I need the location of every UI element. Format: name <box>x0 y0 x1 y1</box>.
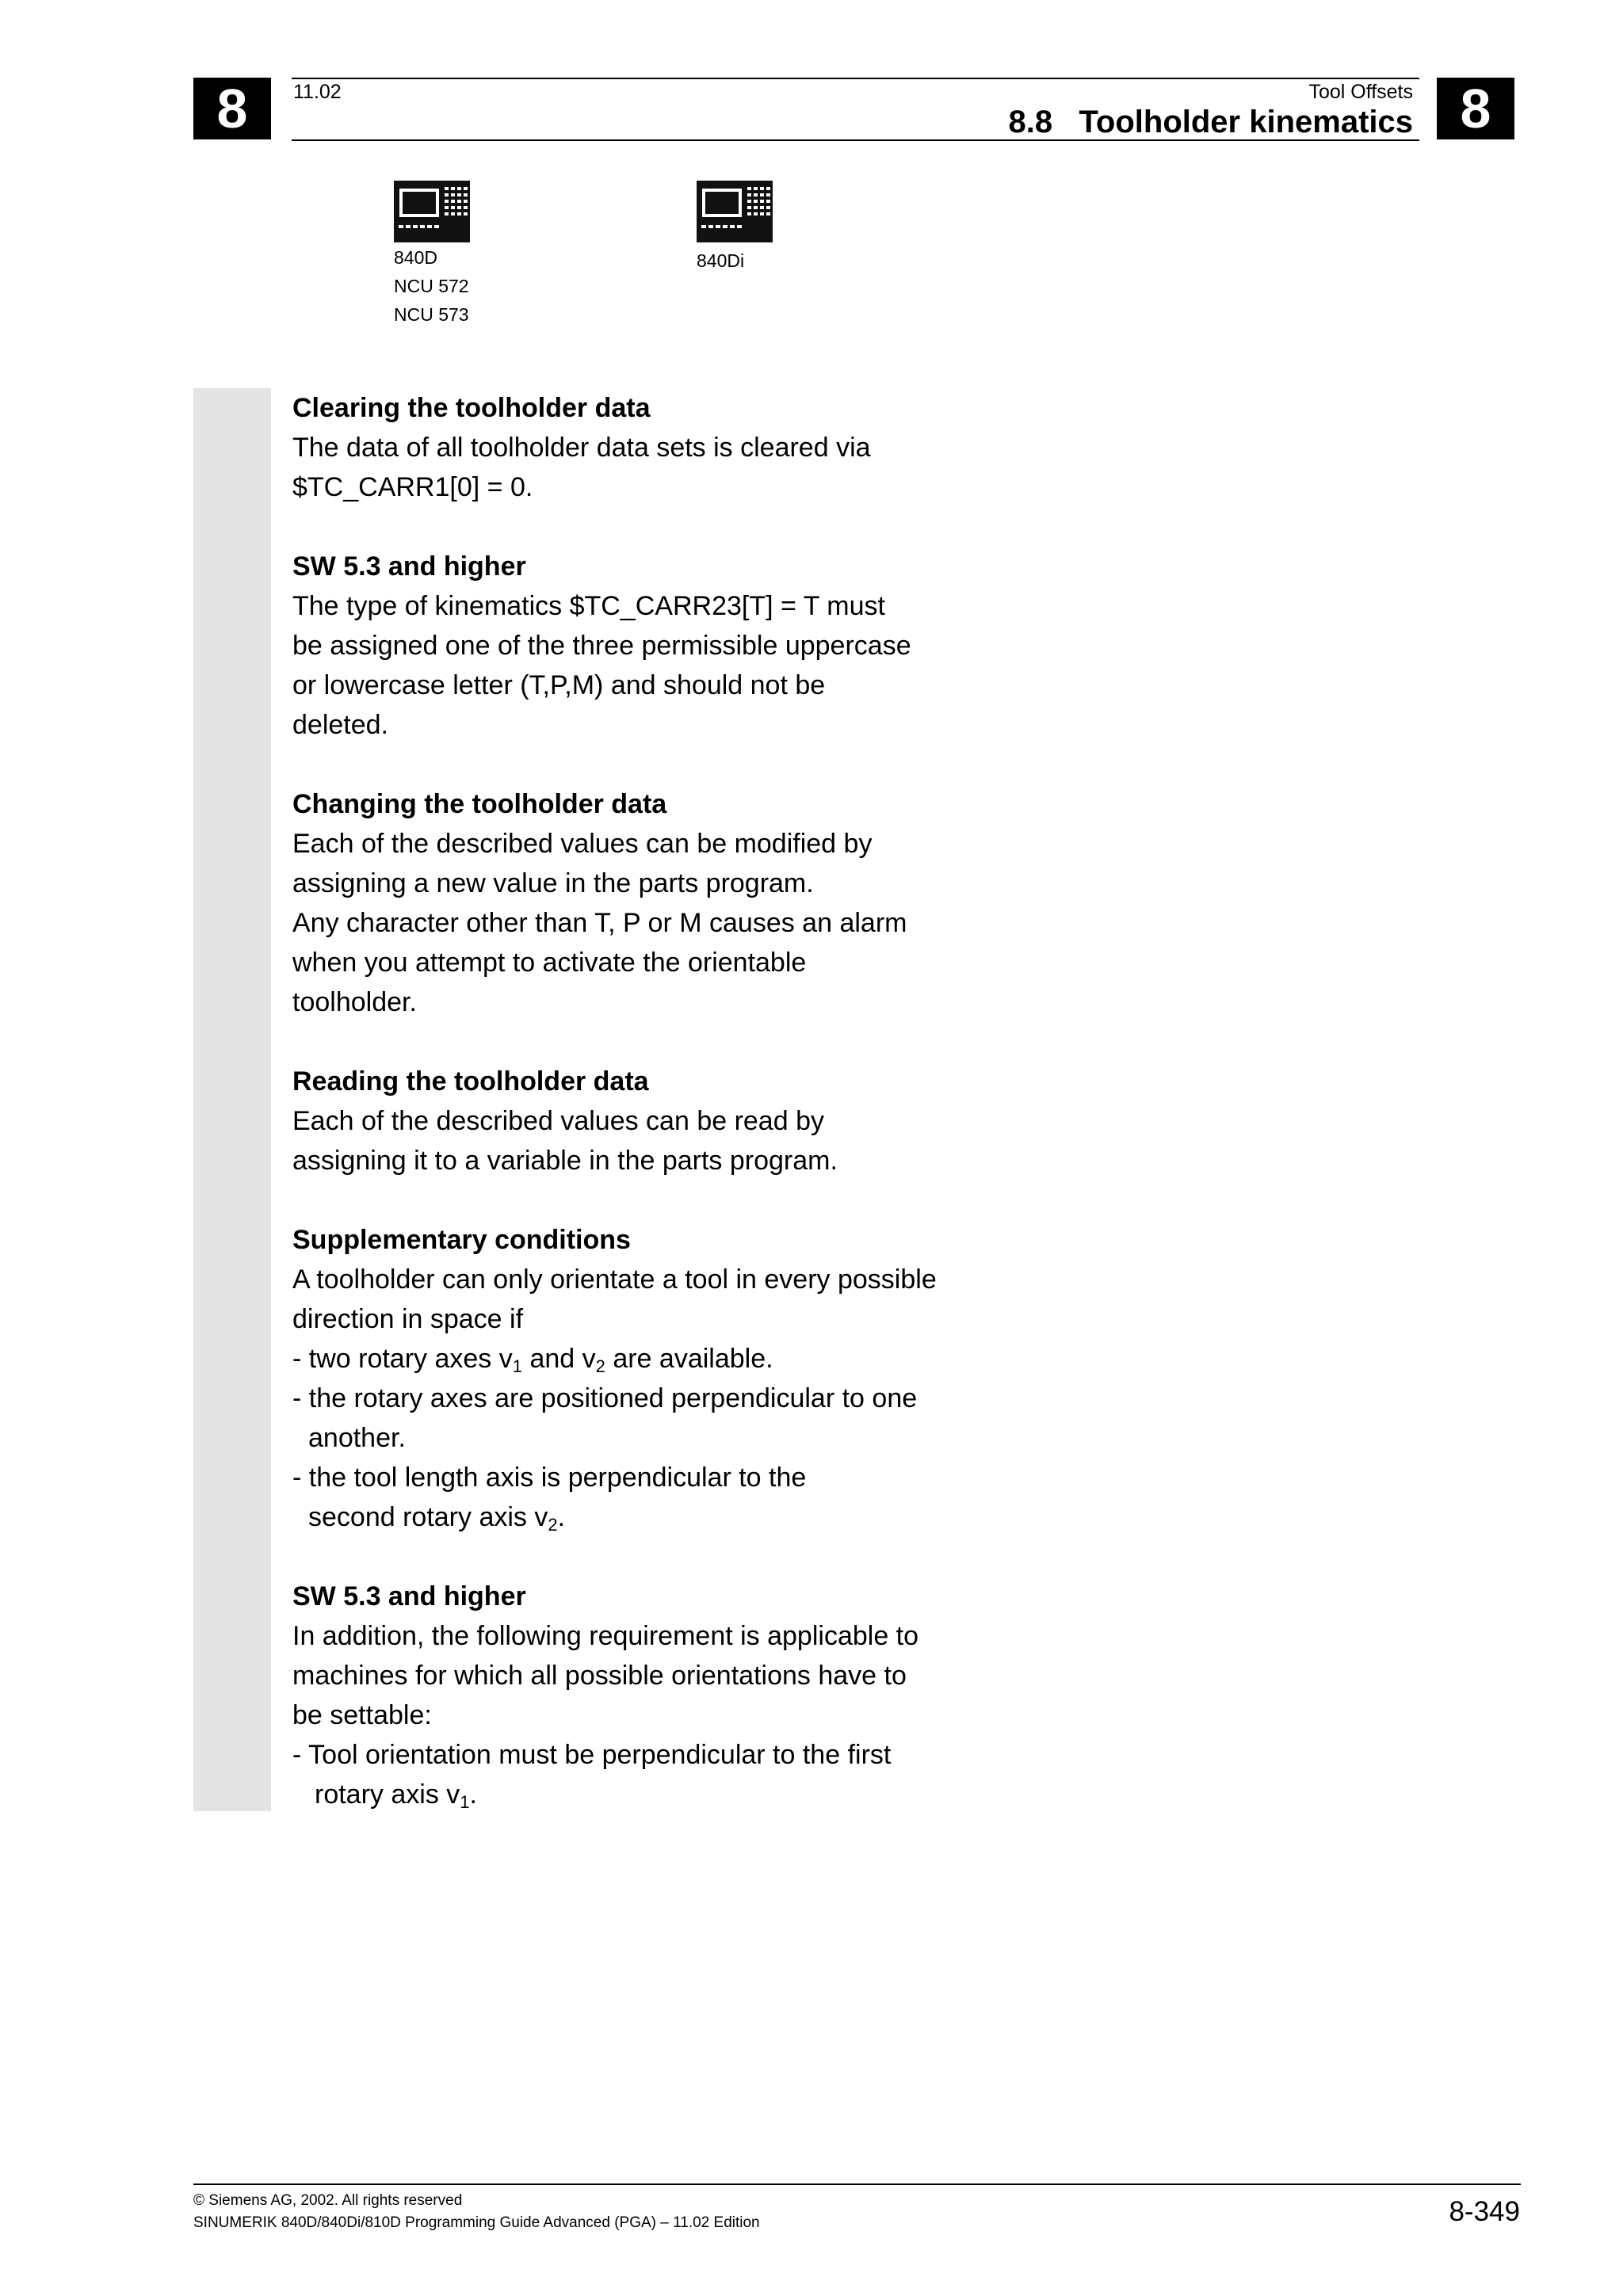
subscript: 1 <box>460 1792 470 1812</box>
control-labels-840d <box>394 243 469 329</box>
text-fragment: and v <box>522 1344 596 1374</box>
bullet-item: - the rotary axes are positioned perpendicular to one <box>292 1383 918 1413</box>
text-line: The type of kinematics $TC_CARR23[T] = T must <box>292 591 885 621</box>
text-line: toolholder. <box>292 987 417 1017</box>
bullet-item: - Tool orientation must be perpendicular to the first <box>292 1740 892 1770</box>
text-line: assigning a new value in the parts program. <box>292 868 814 898</box>
text-fragment: second rotary axis v <box>308 1502 548 1532</box>
control-label: 840D <box>394 247 437 268</box>
text-line: Any character other than T, P or M causes an alarm <box>292 908 907 938</box>
control-label: NCU 573 <box>394 304 469 325</box>
text-line: or lowercase letter (T,P,M) and should not be <box>292 670 826 700</box>
bullet-continuation <box>292 1775 974 1814</box>
text-fragment: . <box>469 1779 477 1810</box>
section-heading: SW 5.3 and higher <box>292 551 526 582</box>
text-line: machines for which all possible orientations have to <box>292 1661 907 1691</box>
header-section-label: Tool Offsets <box>1308 81 1413 103</box>
text-line: when you attempt to activate the orientable <box>292 948 807 978</box>
text-fragment: are available. <box>605 1344 773 1374</box>
section-sw53-kinematics <box>292 547 974 745</box>
header-date: 11.02 <box>293 81 342 103</box>
subscript: 1 <box>512 1356 522 1376</box>
body-text <box>292 388 974 1854</box>
section-changing <box>292 784 974 1022</box>
text-line: Each of the described values can be modified by <box>292 829 873 859</box>
section-heading: SW 5.3 and higher <box>292 1581 526 1611</box>
section-heading: Changing the toolholder data <box>292 789 667 819</box>
text-line: be assigned one of the three permissible uppercase <box>292 631 911 661</box>
footer-rule <box>193 2183 1521 2185</box>
margin-bar <box>193 388 271 1811</box>
text-line: deleted. <box>292 710 388 740</box>
bullet-continuation: another. <box>308 1423 406 1453</box>
footer-edition: SINUMERIK 840D/840Di/810D Programming Guide Advanced (PGA) – 11.02 Edition <box>193 2214 760 2231</box>
control-panel-icon <box>394 181 470 242</box>
control-label: 840Di <box>697 250 745 271</box>
control-label: NCU 572 <box>394 276 469 296</box>
section-reading <box>292 1062 974 1180</box>
text-fragment: - two rotary axes v <box>292 1344 513 1374</box>
subscript: 2 <box>595 1356 605 1376</box>
header-rule <box>292 139 1419 141</box>
text-fragment: . <box>557 1502 566 1532</box>
control-label-840di <box>697 246 744 275</box>
bullet-item: - the tool length axis is perpendicular to the <box>292 1463 807 1493</box>
text-line: assigning it to a variable in the parts program. <box>292 1146 838 1176</box>
section-supplementary <box>292 1220 974 1537</box>
footer-copyright: © Siemens AG, 2002. All rights reserved <box>193 2192 463 2209</box>
section-sw53-orientation <box>292 1577 974 1814</box>
section-heading: Clearing the toolholder data <box>292 393 651 423</box>
text-line: Each of the described values can be read by <box>292 1106 824 1136</box>
text-line: A toolholder can only orientate a tool in every possible <box>292 1264 937 1295</box>
chapter-number-badge: 8 <box>1437 78 1514 139</box>
text-line: The data of all toolholder data sets is cleared via <box>292 433 871 463</box>
control-panel-icon <box>697 181 773 242</box>
section-heading: Reading the toolholder data <box>292 1066 649 1097</box>
subscript: 2 <box>548 1515 558 1535</box>
page-number: 8-349 <box>1449 2196 1520 2227</box>
section-clearing <box>292 388 974 507</box>
chapter-number-badge: 8 <box>193 78 271 139</box>
text-line: In addition, the following requirement is applicable to <box>292 1621 919 1651</box>
section-title: Toolholder kinematics <box>1079 105 1413 139</box>
text-line: $TC_CARR1[0] = 0. <box>292 472 533 502</box>
bullet-continuation <box>292 1497 974 1537</box>
bullet-item <box>292 1339 974 1379</box>
section-heading: Supplementary conditions <box>292 1225 631 1255</box>
text-fragment: rotary axis v <box>315 1779 460 1810</box>
text-line: be settable: <box>292 1700 432 1730</box>
page-title <box>1008 105 1413 140</box>
section-number: 8.8 <box>1008 105 1053 139</box>
text-line: direction in space if <box>292 1304 524 1334</box>
header-rule <box>292 78 1419 79</box>
